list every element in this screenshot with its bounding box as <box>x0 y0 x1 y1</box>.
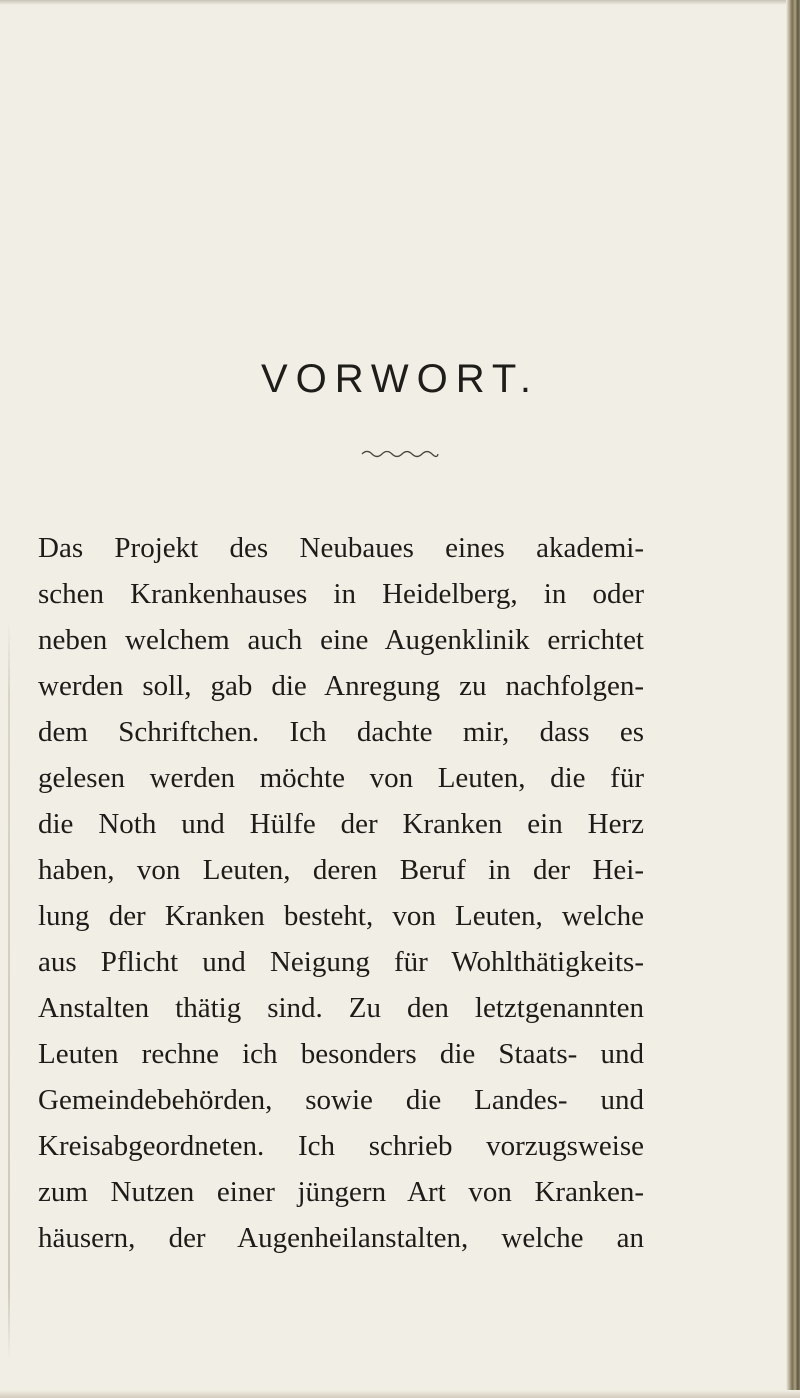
text-line: die Noth und Hülfe der Kranken ein Herz <box>38 808 644 840</box>
text-line: schen Krankenhauses in Heidelberg, in oder <box>38 578 644 610</box>
page-bottom-edge <box>0 1390 800 1398</box>
text-line: aus Pflicht und Neigung für Wohlthätigkeits- <box>38 946 644 978</box>
page-top-edge <box>0 0 800 5</box>
text-line: gelesen werden möchte von Leuten, die für <box>38 762 644 794</box>
text-line: dem Schriftchen. Ich dachte mir, dass es <box>38 716 644 748</box>
text-line: haben, von Leuten, deren Beruf in der Hei- <box>38 854 644 886</box>
chapter-title: VORWORT. <box>260 357 540 401</box>
text-line: häusern, der Augenheilanstalten, welche an <box>38 1222 644 1254</box>
text-line: Anstalten thätig sind. Zu den letztgenannten <box>38 992 644 1024</box>
text-line: Leuten rechne ich besonders die Staats- und <box>38 1038 644 1070</box>
wavy-rule-icon <box>360 447 440 461</box>
gutter-shadow <box>8 620 10 1360</box>
book-spine-edge <box>786 0 800 1398</box>
text-line: werden soll, gab die Anregung zu nachfolgen- <box>38 670 644 702</box>
text-line: Gemeindebehörden, sowie die Landes- und <box>38 1084 644 1116</box>
text-line: neben welchem auch eine Augenklinik errichtet <box>38 624 644 656</box>
text-line: lung der Kranken besteht, von Leuten, welche <box>38 900 644 932</box>
ornament-divider <box>0 447 800 466</box>
preface-paragraph <box>38 525 644 1261</box>
text-line: Das Projekt des Neubaues eines akademi- <box>38 532 644 564</box>
text-line: zum Nutzen einer jüngern Art von Kranken- <box>38 1176 644 1208</box>
text-line: Kreisabgeordneten. Ich schrieb vorzugsweise <box>38 1130 644 1162</box>
